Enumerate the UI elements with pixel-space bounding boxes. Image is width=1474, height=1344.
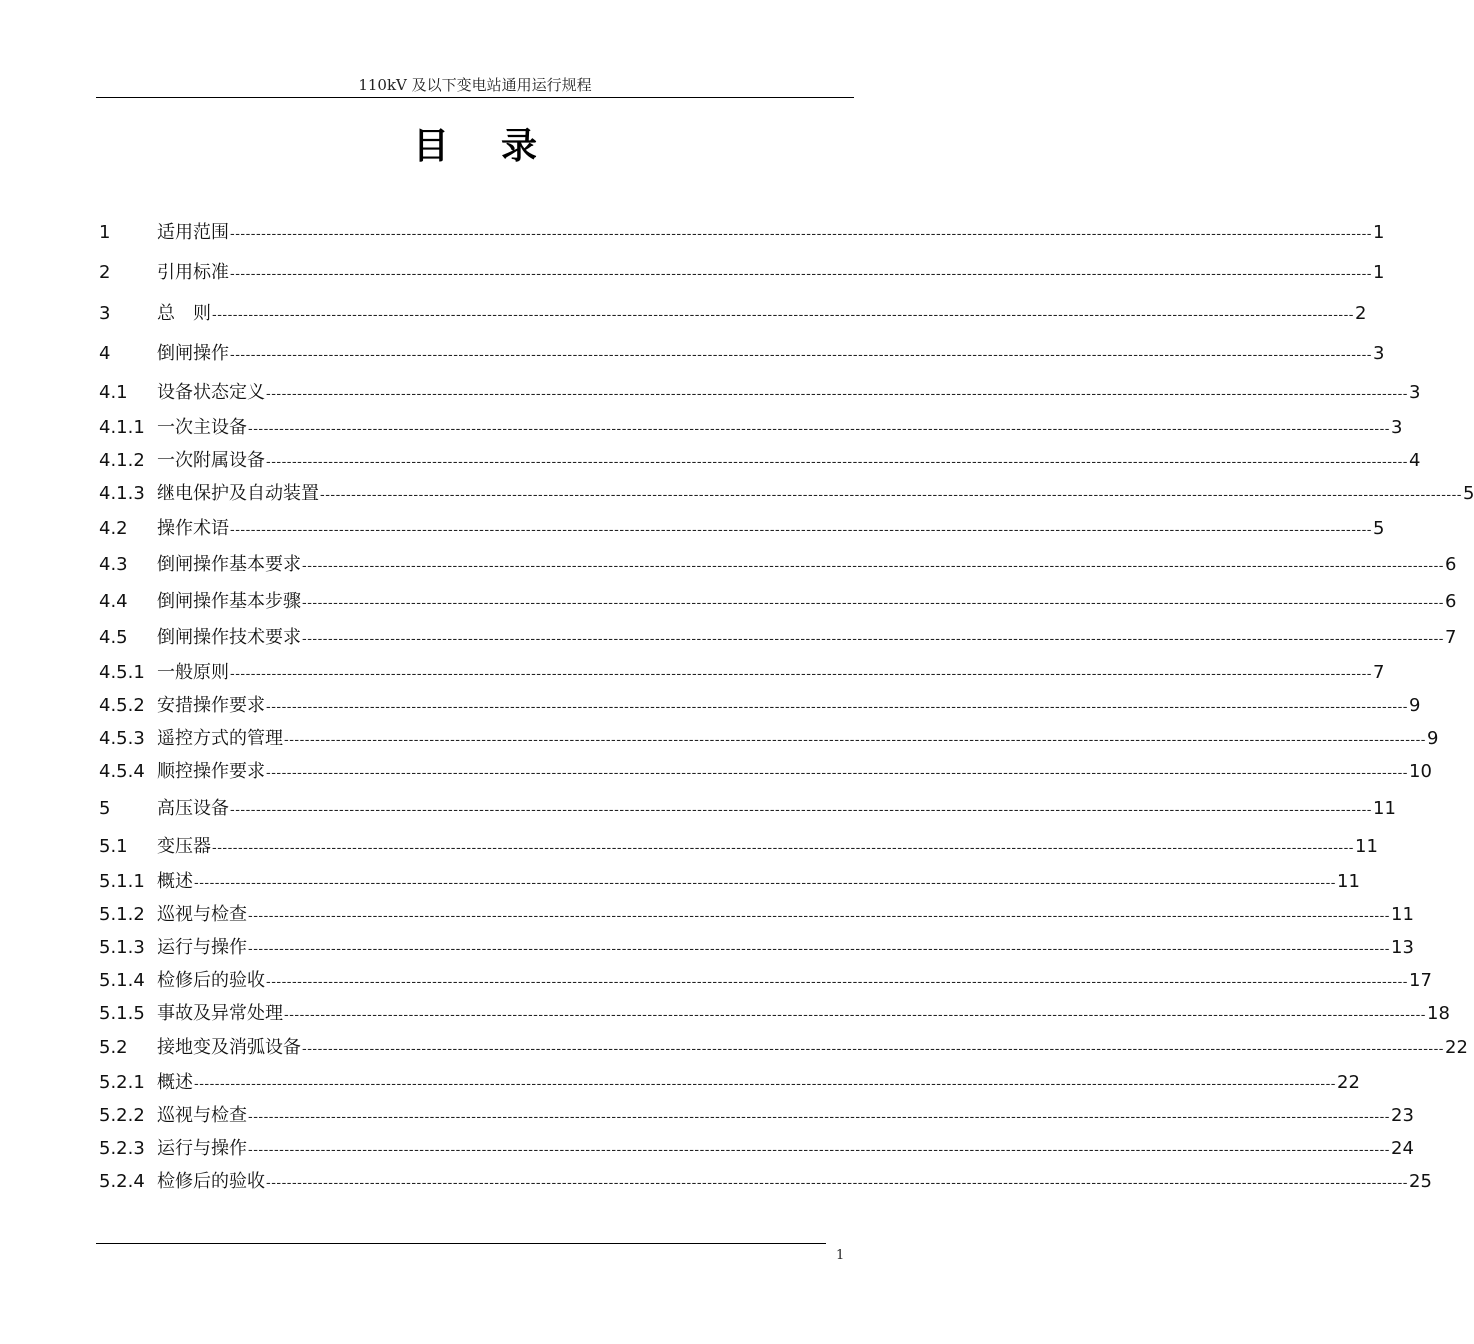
- toc-entry-title: 继电保护及自动装置: [157, 483, 319, 504]
- toc-entry-title: 巡视与检查: [157, 1105, 247, 1126]
- toc-entry-page: 17: [1409, 970, 1432, 991]
- toc-entry-title: 检修后的验收: [157, 970, 265, 991]
- toc-entry-title: 设备状态定义: [157, 382, 265, 403]
- toc-entry-title: 顺控操作要求: [157, 761, 265, 782]
- toc-entry[interactable]: [99, 625, 1457, 651]
- toc-leader-dashes: ----------------------------------------------------------------------------------------------------------------------------------------------------------------------------------------------------------------------------: [266, 387, 1409, 402]
- toc-entry[interactable]: [99, 589, 1457, 615]
- toc-entry-page: 22: [1445, 1037, 1468, 1058]
- toc-entry[interactable]: [99, 301, 1367, 327]
- toc-leader-dashes: ----------------------------------------------------------------------------------------------------------------------------------------------------------------------------------------------------------------------------: [230, 348, 1373, 363]
- toc-leader-dashes: ----------------------------------------------------------------------------------------------------------------------------------------------------------------------------------------------------------------------------: [266, 700, 1409, 715]
- toc-entry-page: 11: [1337, 871, 1360, 892]
- toc-leader-dashes: ----------------------------------------------------------------------------------------------------------------------------------------------------------------------------------------------------------------------------: [230, 523, 1373, 538]
- toc-entry-number: 4.1.1: [99, 417, 145, 438]
- toc-entry-page: 2: [1355, 303, 1367, 324]
- toc-entry-number: 5.1: [99, 836, 128, 857]
- toc-entry-title: 一次附属设备: [157, 450, 265, 471]
- toc-entry[interactable]: [99, 935, 1414, 961]
- toc-entry-title: 运行与操作: [157, 1138, 247, 1159]
- toc-entry-number: 4.1.2: [99, 450, 145, 471]
- toc-leader-dashes: ----------------------------------------------------------------------------------------------------------------------------------------------------------------------------------------------------------------------------: [194, 876, 1337, 891]
- toc-entry-number: 4: [99, 343, 111, 364]
- toc-entry-title: 事故及异常处理: [157, 1003, 283, 1024]
- running-header: 110kV 及以下变电站通用运行规程: [358, 76, 592, 94]
- page-number: 1: [836, 1248, 845, 1263]
- toc-entry[interactable]: [99, 693, 1421, 719]
- toc-entry-page: 25: [1409, 1171, 1432, 1192]
- toc-entry[interactable]: [99, 516, 1385, 542]
- toc-entry-number: 2: [99, 262, 111, 283]
- toc-entry[interactable]: [99, 759, 1432, 785]
- toc-entry[interactable]: [99, 1136, 1414, 1162]
- toc-entry-page: 22: [1337, 1072, 1360, 1093]
- toc-entry[interactable]: [99, 552, 1457, 578]
- toc-leader-dashes: ----------------------------------------------------------------------------------------------------------------------------------------------------------------------------------------------------------------------------: [212, 841, 1355, 856]
- toc-entry-title: 安措操作要求: [157, 695, 265, 716]
- toc-entry-number: 4.5.1: [99, 662, 145, 683]
- toc-leader-dashes: ----------------------------------------------------------------------------------------------------------------------------------------------------------------------------------------------------------------------------: [266, 1176, 1409, 1191]
- toc-entry[interactable]: [99, 902, 1414, 928]
- toc-entry-page: 1: [1373, 262, 1385, 283]
- toc-entry[interactable]: [99, 220, 1385, 246]
- toc-leader-dashes: ----------------------------------------------------------------------------------------------------------------------------------------------------------------------------------------------------------------------------: [302, 632, 1445, 647]
- toc-leader-dashes: ----------------------------------------------------------------------------------------------------------------------------------------------------------------------------------------------------------------------------: [212, 308, 1355, 323]
- toc-entry[interactable]: [99, 1035, 1468, 1061]
- toc-entry-number: 4.1.3: [99, 483, 145, 504]
- toc-entry[interactable]: [99, 415, 1403, 441]
- toc-entry-number: 5.2.2: [99, 1105, 145, 1126]
- toc-entry-page: 11: [1373, 798, 1396, 819]
- toc-entry[interactable]: [99, 448, 1421, 474]
- toc-entry-page: 11: [1355, 836, 1378, 857]
- toc-entry-title: 倒闸操作: [157, 343, 229, 364]
- toc-entry-number: 4.5.2: [99, 695, 145, 716]
- toc-entry-title: 巡视与检查: [157, 904, 247, 925]
- toc-entry-number: 1: [99, 222, 111, 243]
- toc-leader-dashes: ----------------------------------------------------------------------------------------------------------------------------------------------------------------------------------------------------------------------------: [302, 559, 1445, 574]
- toc-entry-title: 倒闸操作技术要求: [157, 627, 301, 648]
- toc-entry-title: 一次主设备: [157, 417, 247, 438]
- toc-entry-number: 5: [99, 798, 111, 819]
- toc-entry-page: 5: [1463, 483, 1474, 504]
- toc-leader-dashes: ----------------------------------------------------------------------------------------------------------------------------------------------------------------------------------------------------------------------------: [284, 733, 1427, 748]
- toc-entry-title: 操作术语: [157, 518, 229, 539]
- toc-entry-number: 5.1.1: [99, 871, 145, 892]
- toc-entry-number: 5.2.4: [99, 1171, 145, 1192]
- toc-entry-number: 3: [99, 303, 111, 324]
- toc-leader-dashes: ----------------------------------------------------------------------------------------------------------------------------------------------------------------------------------------------------------------------------: [230, 267, 1373, 282]
- toc-leader-dashes: ----------------------------------------------------------------------------------------------------------------------------------------------------------------------------------------------------------------------------: [248, 942, 1391, 957]
- toc-entry-number: 4.3: [99, 554, 128, 575]
- toc-entry-page: 1: [1373, 222, 1385, 243]
- toc-leader-dashes: ----------------------------------------------------------------------------------------------------------------------------------------------------------------------------------------------------------------------------: [284, 1008, 1427, 1023]
- toc-entry-page: 7: [1445, 627, 1457, 648]
- toc-entry-page: 4: [1409, 450, 1421, 471]
- toc-entry-title: 接地变及消弧设备: [157, 1037, 301, 1058]
- toc-entry-number: 5.2: [99, 1037, 128, 1058]
- toc-entry-number: 4.1: [99, 382, 128, 403]
- toc-entry[interactable]: [99, 968, 1432, 994]
- toc-entry-number: 5.2.1: [99, 1072, 145, 1093]
- toc-entry-title: 倒闸操作基本要求: [157, 554, 301, 575]
- toc-entry-title: 倒闸操作基本步骤: [157, 591, 301, 612]
- toc-leader-dashes: ----------------------------------------------------------------------------------------------------------------------------------------------------------------------------------------------------------------------------: [266, 766, 1409, 781]
- toc-leader-dashes: ----------------------------------------------------------------------------------------------------------------------------------------------------------------------------------------------------------------------------: [320, 488, 1463, 503]
- toc-entry-number: 5.1.5: [99, 1003, 145, 1024]
- toc-entry-number: 5.1.4: [99, 970, 145, 991]
- toc-entry[interactable]: [99, 1103, 1414, 1129]
- toc-entry-title: 一般原则: [157, 662, 229, 683]
- toc-entry[interactable]: [99, 869, 1360, 895]
- header-divider: [96, 97, 854, 98]
- toc-entry-title: 概述: [157, 871, 193, 892]
- toc-leader-dashes: ----------------------------------------------------------------------------------------------------------------------------------------------------------------------------------------------------------------------------: [248, 1110, 1391, 1125]
- toc-entry-number: 5.1.2: [99, 904, 145, 925]
- toc-entry-title: 运行与操作: [157, 937, 247, 958]
- toc-entry-title: 遥控方式的管理: [157, 728, 283, 749]
- toc-leader-dashes: ----------------------------------------------------------------------------------------------------------------------------------------------------------------------------------------------------------------------------: [194, 1077, 1337, 1092]
- footer-divider: [96, 1243, 826, 1244]
- toc-entry-title: 检修后的验收: [157, 1171, 265, 1192]
- toc-leader-dashes: ----------------------------------------------------------------------------------------------------------------------------------------------------------------------------------------------------------------------------: [230, 803, 1373, 818]
- toc-entry[interactable]: [99, 796, 1396, 822]
- toc-entry[interactable]: [99, 380, 1421, 406]
- toc-entry-title: 变压器: [157, 836, 211, 857]
- toc-entry[interactable]: [99, 260, 1385, 286]
- toc-leader-dashes: ----------------------------------------------------------------------------------------------------------------------------------------------------------------------------------------------------------------------------: [302, 1042, 1445, 1057]
- toc-entry-page: 7: [1373, 662, 1385, 683]
- toc-entry-number: 4.5.3: [99, 728, 145, 749]
- toc-entry[interactable]: [99, 834, 1378, 860]
- toc-entry-title: 总 则: [157, 303, 211, 324]
- toc-entry[interactable]: [99, 1070, 1360, 1096]
- toc-entry[interactable]: [99, 341, 1385, 367]
- toc-leader-dashes: ----------------------------------------------------------------------------------------------------------------------------------------------------------------------------------------------------------------------------: [248, 909, 1391, 924]
- toc-entry-title: 适用范围: [157, 222, 229, 243]
- toc-entry[interactable]: [99, 1001, 1450, 1027]
- toc-entry-page: 11: [1391, 904, 1414, 925]
- toc-entry-page: 3: [1391, 417, 1403, 438]
- toc-entry-page: 13: [1391, 937, 1414, 958]
- toc-entry-page: 3: [1373, 343, 1385, 364]
- toc-entry-page: 9: [1427, 728, 1439, 749]
- toc-title: 目录: [412, 126, 589, 167]
- toc-entry-title: 概述: [157, 1072, 193, 1093]
- toc-leader-dashes: ----------------------------------------------------------------------------------------------------------------------------------------------------------------------------------------------------------------------------: [302, 596, 1445, 611]
- toc-entry-page: 6: [1445, 591, 1457, 612]
- toc-entry-number: 4.2: [99, 518, 128, 539]
- toc-entry[interactable]: [99, 660, 1385, 686]
- toc-leader-dashes: ----------------------------------------------------------------------------------------------------------------------------------------------------------------------------------------------------------------------------: [248, 422, 1391, 437]
- toc-entry[interactable]: [99, 481, 1474, 507]
- toc-entry-number: 4.4: [99, 591, 128, 612]
- toc-leader-dashes: ----------------------------------------------------------------------------------------------------------------------------------------------------------------------------------------------------------------------------: [266, 975, 1409, 990]
- toc-entry[interactable]: [99, 726, 1439, 752]
- toc-entry-page: 23: [1391, 1105, 1414, 1126]
- toc-entry[interactable]: [99, 1169, 1432, 1195]
- toc-entry-page: 9: [1409, 695, 1421, 716]
- toc-entry-title: 高压设备: [157, 798, 229, 819]
- toc-entry-number: 4.5.4: [99, 761, 145, 782]
- toc-entry-number: 5.2.3: [99, 1138, 145, 1159]
- toc-entry-title: 引用标准: [157, 262, 229, 283]
- toc-entry-page: 5: [1373, 518, 1385, 539]
- toc-entry-number: 4.5: [99, 627, 128, 648]
- toc-leader-dashes: ----------------------------------------------------------------------------------------------------------------------------------------------------------------------------------------------------------------------------: [248, 1143, 1391, 1158]
- toc-entry-page: 10: [1409, 761, 1432, 782]
- toc-leader-dashes: ----------------------------------------------------------------------------------------------------------------------------------------------------------------------------------------------------------------------------: [266, 455, 1409, 470]
- toc-entry-page: 6: [1445, 554, 1457, 575]
- toc-entry-number: 5.1.3: [99, 937, 145, 958]
- toc-entry-page: 3: [1409, 382, 1421, 403]
- toc-entry-page: 18: [1427, 1003, 1450, 1024]
- toc-leader-dashes: ----------------------------------------------------------------------------------------------------------------------------------------------------------------------------------------------------------------------------: [230, 227, 1373, 242]
- toc-leader-dashes: ----------------------------------------------------------------------------------------------------------------------------------------------------------------------------------------------------------------------------: [230, 667, 1373, 682]
- toc-entry-page: 24: [1391, 1138, 1414, 1159]
